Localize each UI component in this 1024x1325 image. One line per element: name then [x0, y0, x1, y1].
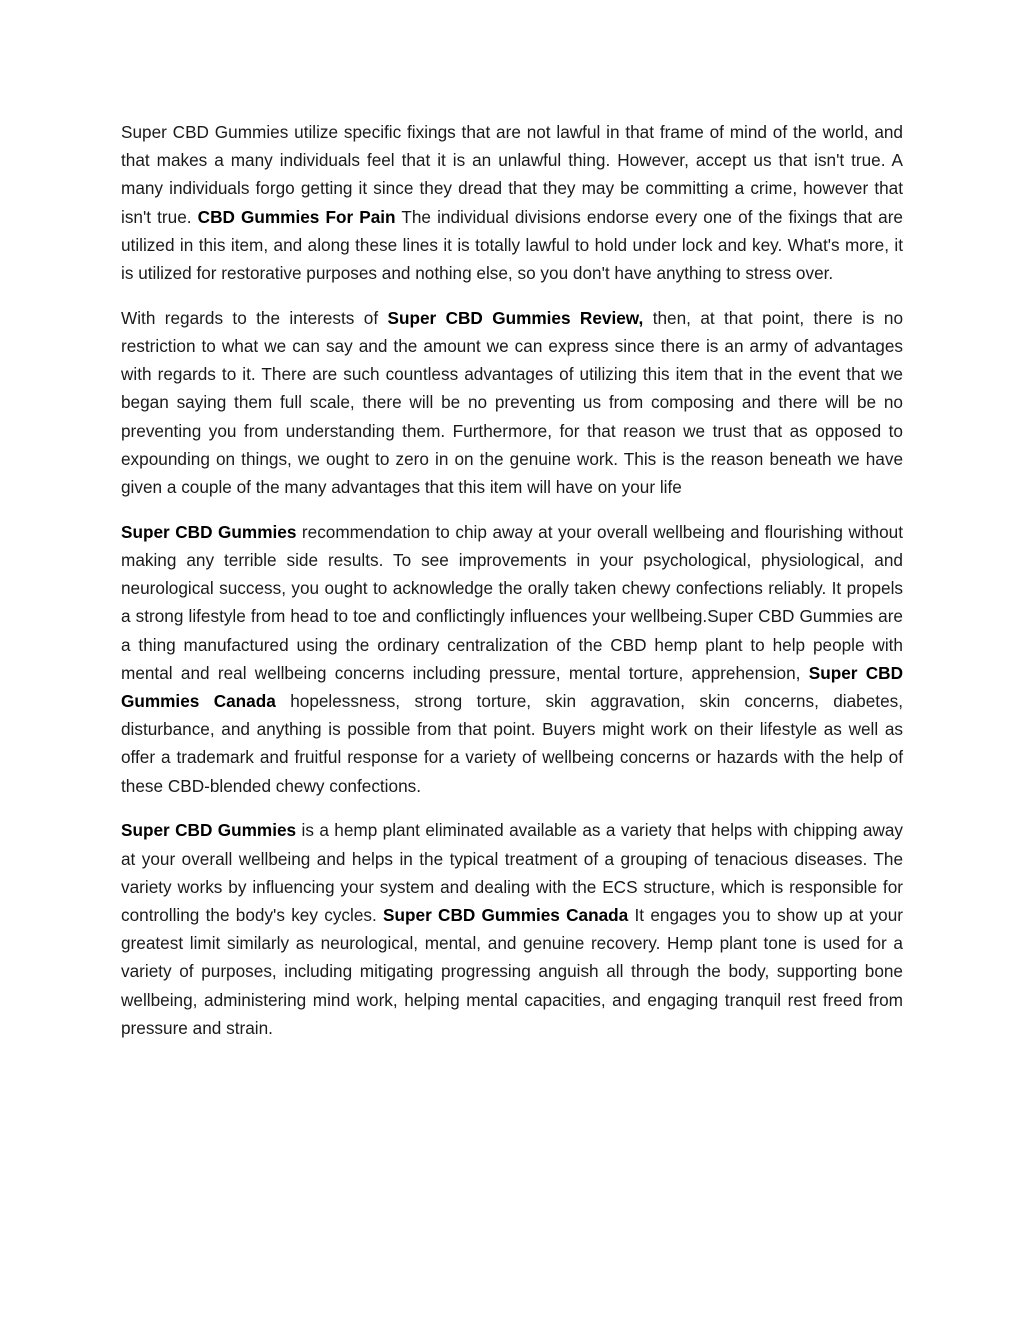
paragraph-4	[121, 816, 903, 1042]
paragraph-1-text-2: The individual divisions endorse every one of the fixings that are utilized in this item, and along these lines it is totally lawful to hold under lock and key. What's more, it is utilized for restorative purposes and nothing else, so you don't have anything to stress over.	[121, 206, 903, 284]
paragraph-2	[121, 304, 903, 501]
keyword-super-cbd-gummies-canada: Super CBD Gummies Canada	[121, 662, 903, 712]
keyword-super-cbd-gummies-review: Super CBD Gummies Review,	[387, 307, 644, 328]
paragraph-3-text-2: hopelessness, strong torture, skin aggravation, skin concerns, diabetes, disturbance, and anything is possible from that point. Buyers might work on their lifestyle as well as offer a trademark and fruitful response for a variety of wellbeing concerns or hazards with the help of these CBD-blended chewy confections.	[121, 691, 904, 796]
paragraph-3	[121, 518, 903, 800]
paragraph-1-text-1: Super CBD Gummies utilize specific fixings that are not lawful in that frame of mind of the world, and that makes a many individuals feel that it is an unlawful thing. However, accept us that isn't true. A many individuals forgo getting it since they dread that they may be committing a crime, however that isn't true.	[121, 122, 903, 227]
keyword-super-cbd-gummies: Super CBD Gummies	[121, 820, 297, 841]
keyword-super-cbd-gummies: Super CBD Gummies	[121, 521, 297, 542]
paragraph-1	[121, 118, 903, 287]
paragraph-4-text-1: is a hemp plant eliminated available as a variety that helps with chipping away at your overall wellbeing and helps in the typical treatment of a grouping of tenacious diseases. The variety works by influencing your system and dealing with the ECS structure, which is responsible for controlling the body's key cycles.	[121, 820, 903, 926]
document-body	[121, 118, 903, 1059]
paragraph-2-text-2: then, at that point, there is no restriction to what we can say and the amount we can express since there is an army of advantages with regards to it. There are such countless advantages of utilizing this item that in the event that we began saying them full scale, there will be no preventing us from composing and there will be no preventing you from understanding them. Furthermore, for that reason we trust that as opposed to expounding on things, we ought to zero in on the genuine work. This is the reason beneath we have given a couple of the many advantages that this item will have on your life	[121, 307, 903, 498]
paragraph-4-text-2: It engages you to show up at your greatest limit similarly as neurological, mental, and genuine recovery. Hemp plant tone is used for a variety of purposes, including mitigating progressing anguish all through the body, supporting bone wellbeing, administering mind work, helping mental capacities, and engaging tranquil rest freed from pressure and strain.	[121, 905, 903, 1038]
paragraph-2-text-1: With regards to the interests of	[121, 307, 388, 328]
keyword-super-cbd-gummies-canada: Super CBD Gummies Canada	[383, 905, 629, 926]
keyword-cbd-gummies-for-pain: CBD Gummies For Pain	[197, 206, 396, 227]
paragraph-3-text-1: recommendation to chip away at your overall wellbeing and flourishing without making any terrible side results. To see improvements in your psychological, physiological, and neurological success, you ought to acknowledge the orally taken chewy confections reliably. It propels a strong lifestyle from head to toe and conflictingly influences your wellbeing.Super CBD Gummies are a thing manufactured using the ordinary centralization of the CBD hemp plant to help people with mental and real wellbeing concerns including pressure, mental torture, apprehension,	[121, 521, 903, 683]
